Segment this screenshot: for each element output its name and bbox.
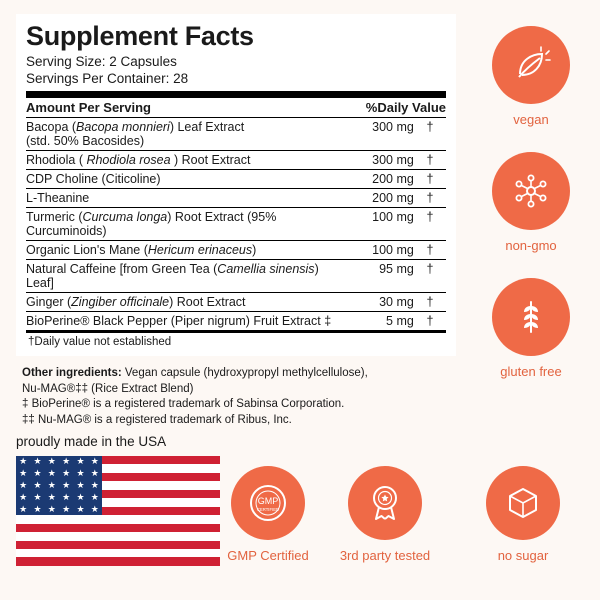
ingredient-name xyxy=(26,118,347,151)
gmp-seal-icon xyxy=(245,480,291,526)
ingredient-amount: 95 mg xyxy=(347,260,413,293)
badge-third-party-tested xyxy=(330,466,440,563)
table-row xyxy=(26,293,446,312)
table-row xyxy=(26,151,446,170)
ingredient-name-pre: Bacopa ( xyxy=(26,120,77,135)
ingredient-name-sub: (std. 50% Bacosides) xyxy=(26,134,145,149)
table-row xyxy=(26,312,446,331)
ingredient-name-italic: Curcuma longa xyxy=(82,210,168,225)
table-row xyxy=(26,189,446,208)
ingredient-name-pre: Ginger ( xyxy=(26,295,72,310)
ingredient-amount: 100 mg xyxy=(347,208,413,241)
ingredient-name-pre: BioPerine® Black Pepper (Piper nigrum) Fruit Extract ‡ xyxy=(26,314,332,329)
badge-vegan-label: vegan xyxy=(513,112,549,127)
other-ingredients-line xyxy=(22,366,452,382)
badge-non-gmo xyxy=(492,152,570,253)
badge-non-gmo-label: non-gmo xyxy=(505,238,557,253)
ingredient-daily-value: † xyxy=(414,189,446,208)
usa-flag-icon xyxy=(16,456,220,566)
other-ingredients-text: Vegan capsule (hydroxypropyl methylcellulose), xyxy=(121,367,368,379)
ingredient-daily-value: † xyxy=(426,314,434,329)
divider-thick xyxy=(26,91,446,98)
ingredient-name xyxy=(26,241,347,260)
badge-gmp-label: GMP Certified xyxy=(227,548,309,563)
badge-vegan-circle xyxy=(492,26,570,104)
badge-third-party-label: 3rd party tested xyxy=(339,548,431,563)
badge-third-party-circle xyxy=(348,466,422,540)
servings-per-container: Servings Per Container: 28 xyxy=(26,70,189,86)
ingredient-name xyxy=(26,170,347,189)
gmp-seal-text: GMP xyxy=(257,496,279,506)
table-row xyxy=(26,241,446,260)
badge-gluten-free-label: gluten free xyxy=(500,364,562,379)
ingredient-daily-value: † xyxy=(414,208,446,241)
ingredient-amount: 200 mg xyxy=(347,189,413,208)
badge-gluten-free xyxy=(492,278,570,379)
other-ingredients-line2: Nu-MAG®‡‡ (Rice Extract Blend) xyxy=(22,382,194,395)
ingredient-amount: 200 mg xyxy=(347,170,413,189)
ingredient-daily-value: † xyxy=(414,151,446,170)
ingredient-name xyxy=(26,260,347,293)
made-in-usa-block xyxy=(16,434,220,566)
ingredient-name-pre: CDP Choline (Citicoline) xyxy=(26,172,161,187)
ingredient-name-pre: Organic Lion's Mane ( xyxy=(26,243,148,258)
badge-no-sugar-label: no sugar xyxy=(497,548,549,563)
ingredient-name xyxy=(26,312,347,331)
ingredient-amount: 300 mg xyxy=(347,118,413,151)
molecule-icon xyxy=(510,170,552,212)
ingredient-name-post: ) Root Extract xyxy=(170,153,251,168)
page-title: Supplement Facts xyxy=(26,21,254,51)
ingredient-name xyxy=(26,208,347,241)
ingredient-name-post: ) Root Extract xyxy=(169,295,246,310)
ingredient-name-italic: Zingiber officinale xyxy=(71,295,170,310)
sugar-cube-icon xyxy=(502,482,544,524)
ingredient-name-italic: Hericum erinaceus xyxy=(147,243,253,258)
table-row xyxy=(26,208,446,241)
badge-non-gmo-circle xyxy=(492,152,570,230)
flag-canton: ★ ★ ★ ★ ★ ★ ★ ★ ★ ★ ★ ★ ★ ★ ★ ★ ★ ★ ★ ★ ★ ★ ★ ★ ★ ★ ★ ★ ★ ★ xyxy=(16,456,102,515)
ingredient-name-post: ) Leaf] xyxy=(26,262,319,291)
table-header-row xyxy=(26,98,446,118)
gmp-seal-subtext: CERTIFIED xyxy=(256,507,280,512)
ingredient-name-pre: Rhodiola ( xyxy=(26,153,87,168)
ingredient-name-pre: Natural Caffeine [from Green Tea ( xyxy=(26,262,218,277)
serving-size: Serving Size: 2 Capsules xyxy=(26,54,177,70)
ingredient-daily-value: † xyxy=(414,118,446,151)
ingredient-amount: 100 mg xyxy=(347,241,413,260)
other-ingredients-label: Other ingredients: xyxy=(22,367,122,379)
table-row xyxy=(26,260,446,293)
ingredient-amount: 5 mg xyxy=(386,314,414,329)
column-header-amount: Amount Per Serving xyxy=(26,98,347,118)
trademark-note-2: ‡‡ Nu-MAG® is a registered trademark of Ribus, Inc. xyxy=(22,413,292,426)
daily-value-footnote: †Daily value not established xyxy=(28,336,172,349)
ingredient-name-italic: Rhodiola rosea xyxy=(86,153,171,168)
ingredient-name-italic: Camellia sinensis xyxy=(217,262,315,277)
badge-vegan xyxy=(492,26,570,127)
ingredient-name-italic: Bacopa monnieri xyxy=(76,120,170,135)
ribbon-award-icon xyxy=(363,481,407,525)
ingredient-name-pre: Turmeric ( xyxy=(26,210,83,225)
ingredient-amount: 30 mg xyxy=(347,293,413,312)
table-row xyxy=(26,118,446,151)
ingredient-daily-value: † xyxy=(414,260,446,293)
badge-no-sugar xyxy=(470,466,576,563)
ingredient-name-post: ) Root Extract (95% Curcuminoids) xyxy=(26,210,277,239)
ingredient-name xyxy=(26,151,347,170)
ingredient-daily-value: † xyxy=(414,293,446,312)
badge-gmp-certified xyxy=(222,466,314,563)
ingredient-daily-value: † xyxy=(414,241,446,260)
trademark-note-1: ‡ BioPerine® is a registered trademark of Sabinsa Corporation. xyxy=(22,398,345,411)
made-in-usa-text: proudly made in the USA xyxy=(16,434,167,449)
ingredient-name-post: ) Leaf Extract xyxy=(169,120,245,135)
ingredient-name-pre: L-Theanine xyxy=(26,191,90,206)
supplement-facts-panel xyxy=(16,14,456,356)
leaf-icon xyxy=(510,44,552,86)
ingredients-table xyxy=(26,98,446,330)
badge-gmp-circle xyxy=(231,466,305,540)
wheat-icon xyxy=(510,296,552,338)
table-row xyxy=(26,170,446,189)
badge-no-sugar-circle xyxy=(486,466,560,540)
other-ingredients-block xyxy=(22,362,452,428)
ingredient-amount: 300 mg xyxy=(347,151,413,170)
badge-gluten-free-circle xyxy=(492,278,570,356)
column-header-daily-value: %Daily Value xyxy=(347,98,446,118)
ingredient-daily-value: † xyxy=(414,170,446,189)
ingredient-name xyxy=(26,293,347,312)
ingredient-name xyxy=(26,189,347,208)
ingredient-name-post: ) xyxy=(252,243,257,258)
